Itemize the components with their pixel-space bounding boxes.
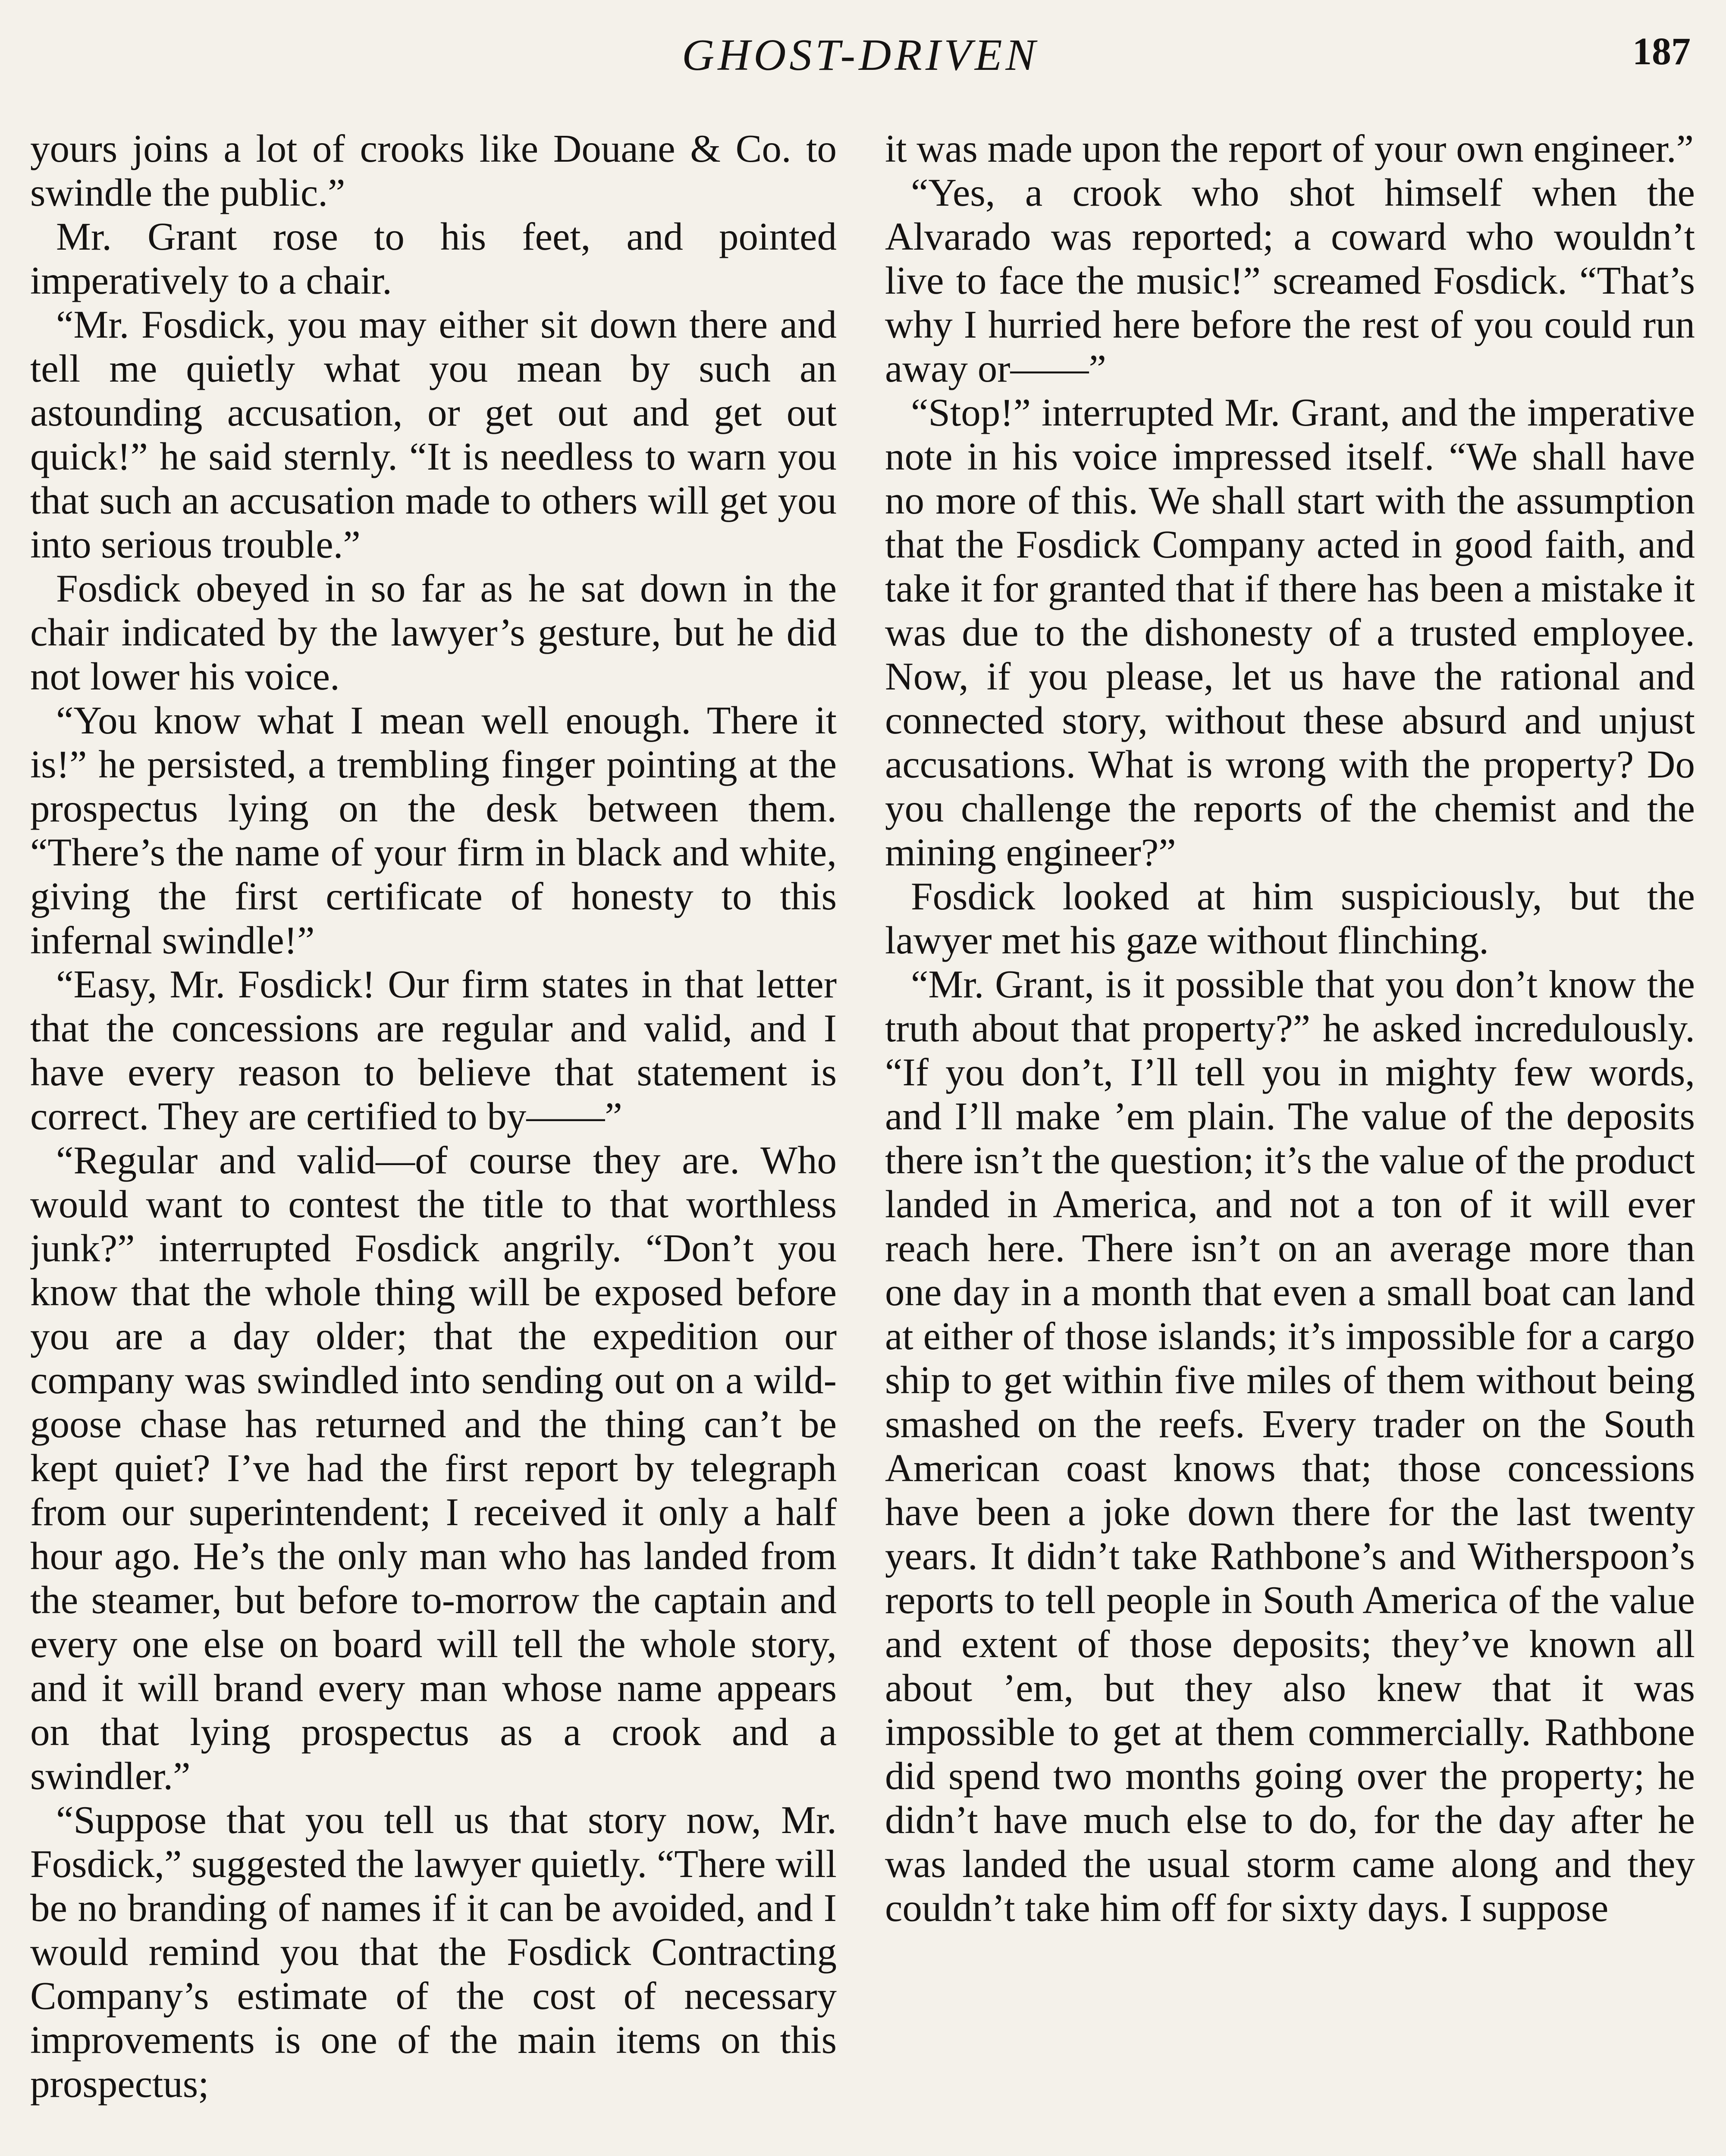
page-number: 187 xyxy=(1632,30,1691,73)
paragraph: “You know what I mean well enough. There it is!” he persisted, a trembling finger pointing at the prospectus lying on the desk between them. “There’s the name of your firm in black and white, giving the first certificate of honesty to this infernal swindle!” xyxy=(30,699,837,962)
paragraph: yours joins a lot of crooks like Douane & Co. to swindle the public.” xyxy=(30,127,837,214)
paragraph: “Yes, a crook who shot himself when the Alvarado was reported; a coward who wouldn’t live to face the music!” screamed Fosdick. “That’s why I hurried here before the rest of you could run away or——” xyxy=(885,171,1695,390)
page-header xyxy=(30,29,1691,94)
paragraph: “Mr. Fosdick, you may either sit down there and tell me quietly what you mean by such an astounding accusation, or get out and get out quick!” he said sternly. “It is needless to warn you that such an accusation made to others will get you into serious trouble.” xyxy=(30,303,837,566)
paragraph: “Mr. Grant, is it possible that you don’t know the truth about that property?” he asked incredulously. “If you don’t, I’ll tell you in mighty few words, and I’ll make ’em plain. The value of the deposits there isn’t the question; it’s the value of the product landed in America, and not a ton of it will ever reach here. There isn’t on an average more than one day in a month that even a small boat can land at either of those islands; it’s impossible for a cargo ship to get within five miles of them without being smashed on the reefs. Every trader on the South American coast knows that; those concessions have been a joke down there for the last twenty years. It didn’t take Rathbone’s and Witherspoon’s reports to tell people in South America of the value and extent of those deposits; they’ve known all about ’em, but they also knew that it was impossible to get at them commercially. Rathbone did spend two months going over the property; he didn’t have much else to do, for the day after he was landed the usual storm came along and they couldn’t take him off for sixty days. I suppose xyxy=(885,962,1695,1930)
left-column xyxy=(30,127,837,2156)
paragraph: it was made upon the report of your own engineer.” xyxy=(885,127,1694,170)
right-column xyxy=(885,127,1695,2156)
paragraph: “Suppose that you tell us that story now, Mr. Fosdick,” suggested the lawyer quietly. “There will be no branding of names if it can be avoided, and I would remind you that the Fosdick Contracting Company’s estimate of the cost of necessary improvements is one of the main items on this prospectus; xyxy=(30,1798,837,2106)
paragraph: “Easy, Mr. Fosdick! Our firm states in that letter that the concessions are regular and valid, and I have every reason to believe that statement is correct. They are certified to by——” xyxy=(30,962,837,1138)
paragraph: Mr. Grant rose to his feet, and pointed imperatively to a chair. xyxy=(30,215,837,302)
paragraph: “Regular and valid—of course they are. Who would want to contest the title to that worthless junk?” interrupted Fosdick angrily. “Don’t you know that the whole thing will be exposed before you are a day older; that the expedition our company was swindled into sending out on a wild-goose chase has returned and the thing can’t be kept quiet? I’ve had the first report by telegraph from our superintendent; I received it only a half hour ago. He’s the only man who has landed from the steamer, but before to-morrow the captain and every one else on board will tell the whole story, and it will brand every man whose name appears on that lying prospectus as a crook and a swindler.” xyxy=(30,1138,837,1798)
paragraph: Fosdick obeyed in so far as he sat down in the chair indicated by the lawyer’s gesture, but he did not lower his voice. xyxy=(30,567,837,698)
running-title: GHOST-DRIVEN xyxy=(682,30,1039,80)
paragraph: “Stop!” interrupted Mr. Grant, and the imperative note in his voice impressed itself. “We shall have no more of this. We shall start with the assumption that the Fosdick Company acted in good faith, and take it for granted that if there has been a mistake it was due to the dishonesty of a trusted employee. Now, if you please, let us have the rational and connected story, without these absurd and unjust accusations. What is wrong with the property? Do you challenge the reports of the chemist and the mining engineer?” xyxy=(885,391,1695,874)
paragraph: Fosdick looked at him suspiciously, but the lawyer met his gaze without flinching. xyxy=(885,874,1695,962)
